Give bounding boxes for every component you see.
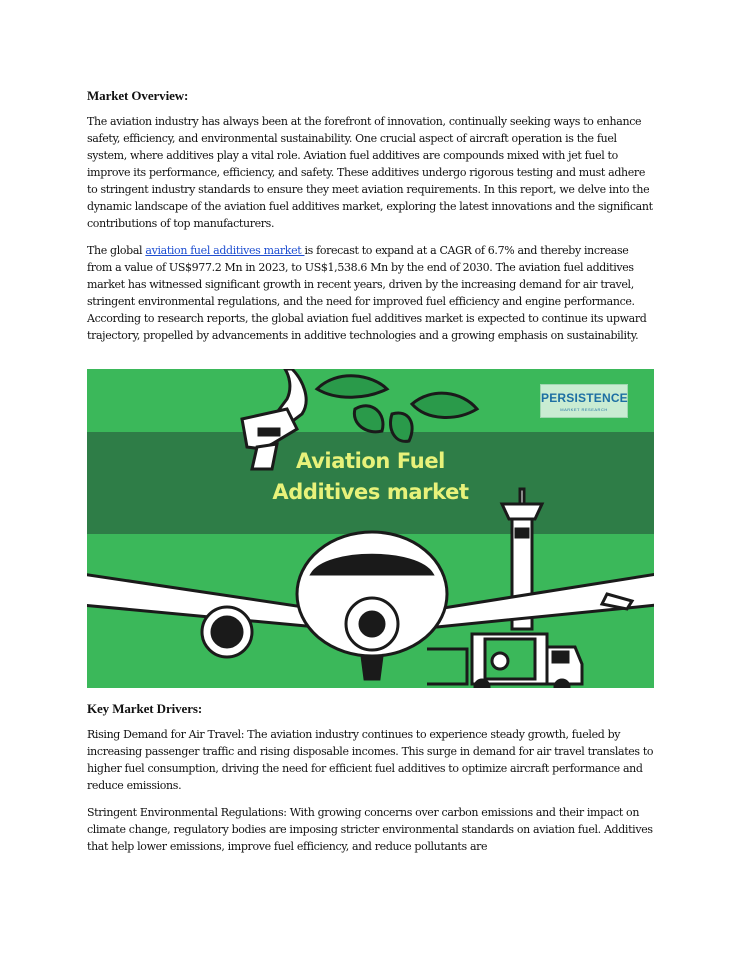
drivers-regulations-paragraph: Stringent Environmental Regulations: With growing concerns over carbon emissions and their impact on climate change, regulatory bodies are imposing stricter environmental standards on aviation fuel. Additives that help lower emissions, improve fuel efficiency, and reduce pollutants are (87, 806, 653, 853)
persistence-logo (540, 384, 628, 418)
banner-title (87, 446, 654, 508)
drivers-section (87, 701, 655, 865)
market-size-prefix: The global (87, 244, 146, 257)
leaf-icon (317, 376, 477, 442)
overview-section (87, 88, 655, 354)
banner-title-line2: Additives market (272, 480, 469, 504)
fuel-truck-icon (427, 634, 582, 688)
market-banner-image (87, 369, 654, 688)
overview-paragraph: The aviation industry has always been at the forefront of innovation, continually seeking ways to enhance safety, efficiency, and environmental sustainability. One crucial aspect of aircraft operation is the fuel system, where additives play a vital role. Aviation fuel additives are compounds mixed with jet fuel to improve its performance, efficiency, and safety. These additives undergo rigorous testing and must adhere to stringent industry standards to ensure they meet aviation requirements. In this report, we delve into the dynamic landscape of the aviation fuel additives market, exploring the latest innovations and the significant contributions of top manufacturers. (87, 115, 653, 230)
overview-heading: Market Overview: (87, 88, 189, 103)
drivers-air-travel-paragraph: Rising Demand for Air Travel: The aviation industry continues to experience steady growth, fueled by increasing passenger traffic and rising disposable incomes. This surge in demand for air travel translates to higher fuel consumption, driving the need for efficient fuel additives to optimize aircraft performance and reduce emissions. (87, 728, 654, 792)
logo-subtext: MARKET RESEARCH (560, 407, 608, 412)
logo-text: PERSISTENCE (541, 391, 628, 405)
market-size-paragraph (87, 242, 655, 344)
drivers-heading: Key Market Drivers: (87, 701, 203, 716)
banner-title-line1: Aviation Fuel (296, 449, 445, 473)
market-size-text: is forecast to expand at a CAGR of 6.7% and thereby increase from a value of US$977.2 Mn in 2023, to US$1,538.6 Mn by the end of 2030. The aviation fuel additives market has witnessed significant growth in recent years, driven by the increasing demand for air travel, stringent environmental regulations, and the need for improved fuel efficiency and engine performance. According to research reports, the global aviation fuel additives market is expected to continue its upward trajectory, propelled by advancements in additive technologies and a growing emphasis on sustainability. (87, 244, 647, 342)
aviation-fuel-additives-link[interactable]: aviation fuel additives market (145, 244, 305, 257)
